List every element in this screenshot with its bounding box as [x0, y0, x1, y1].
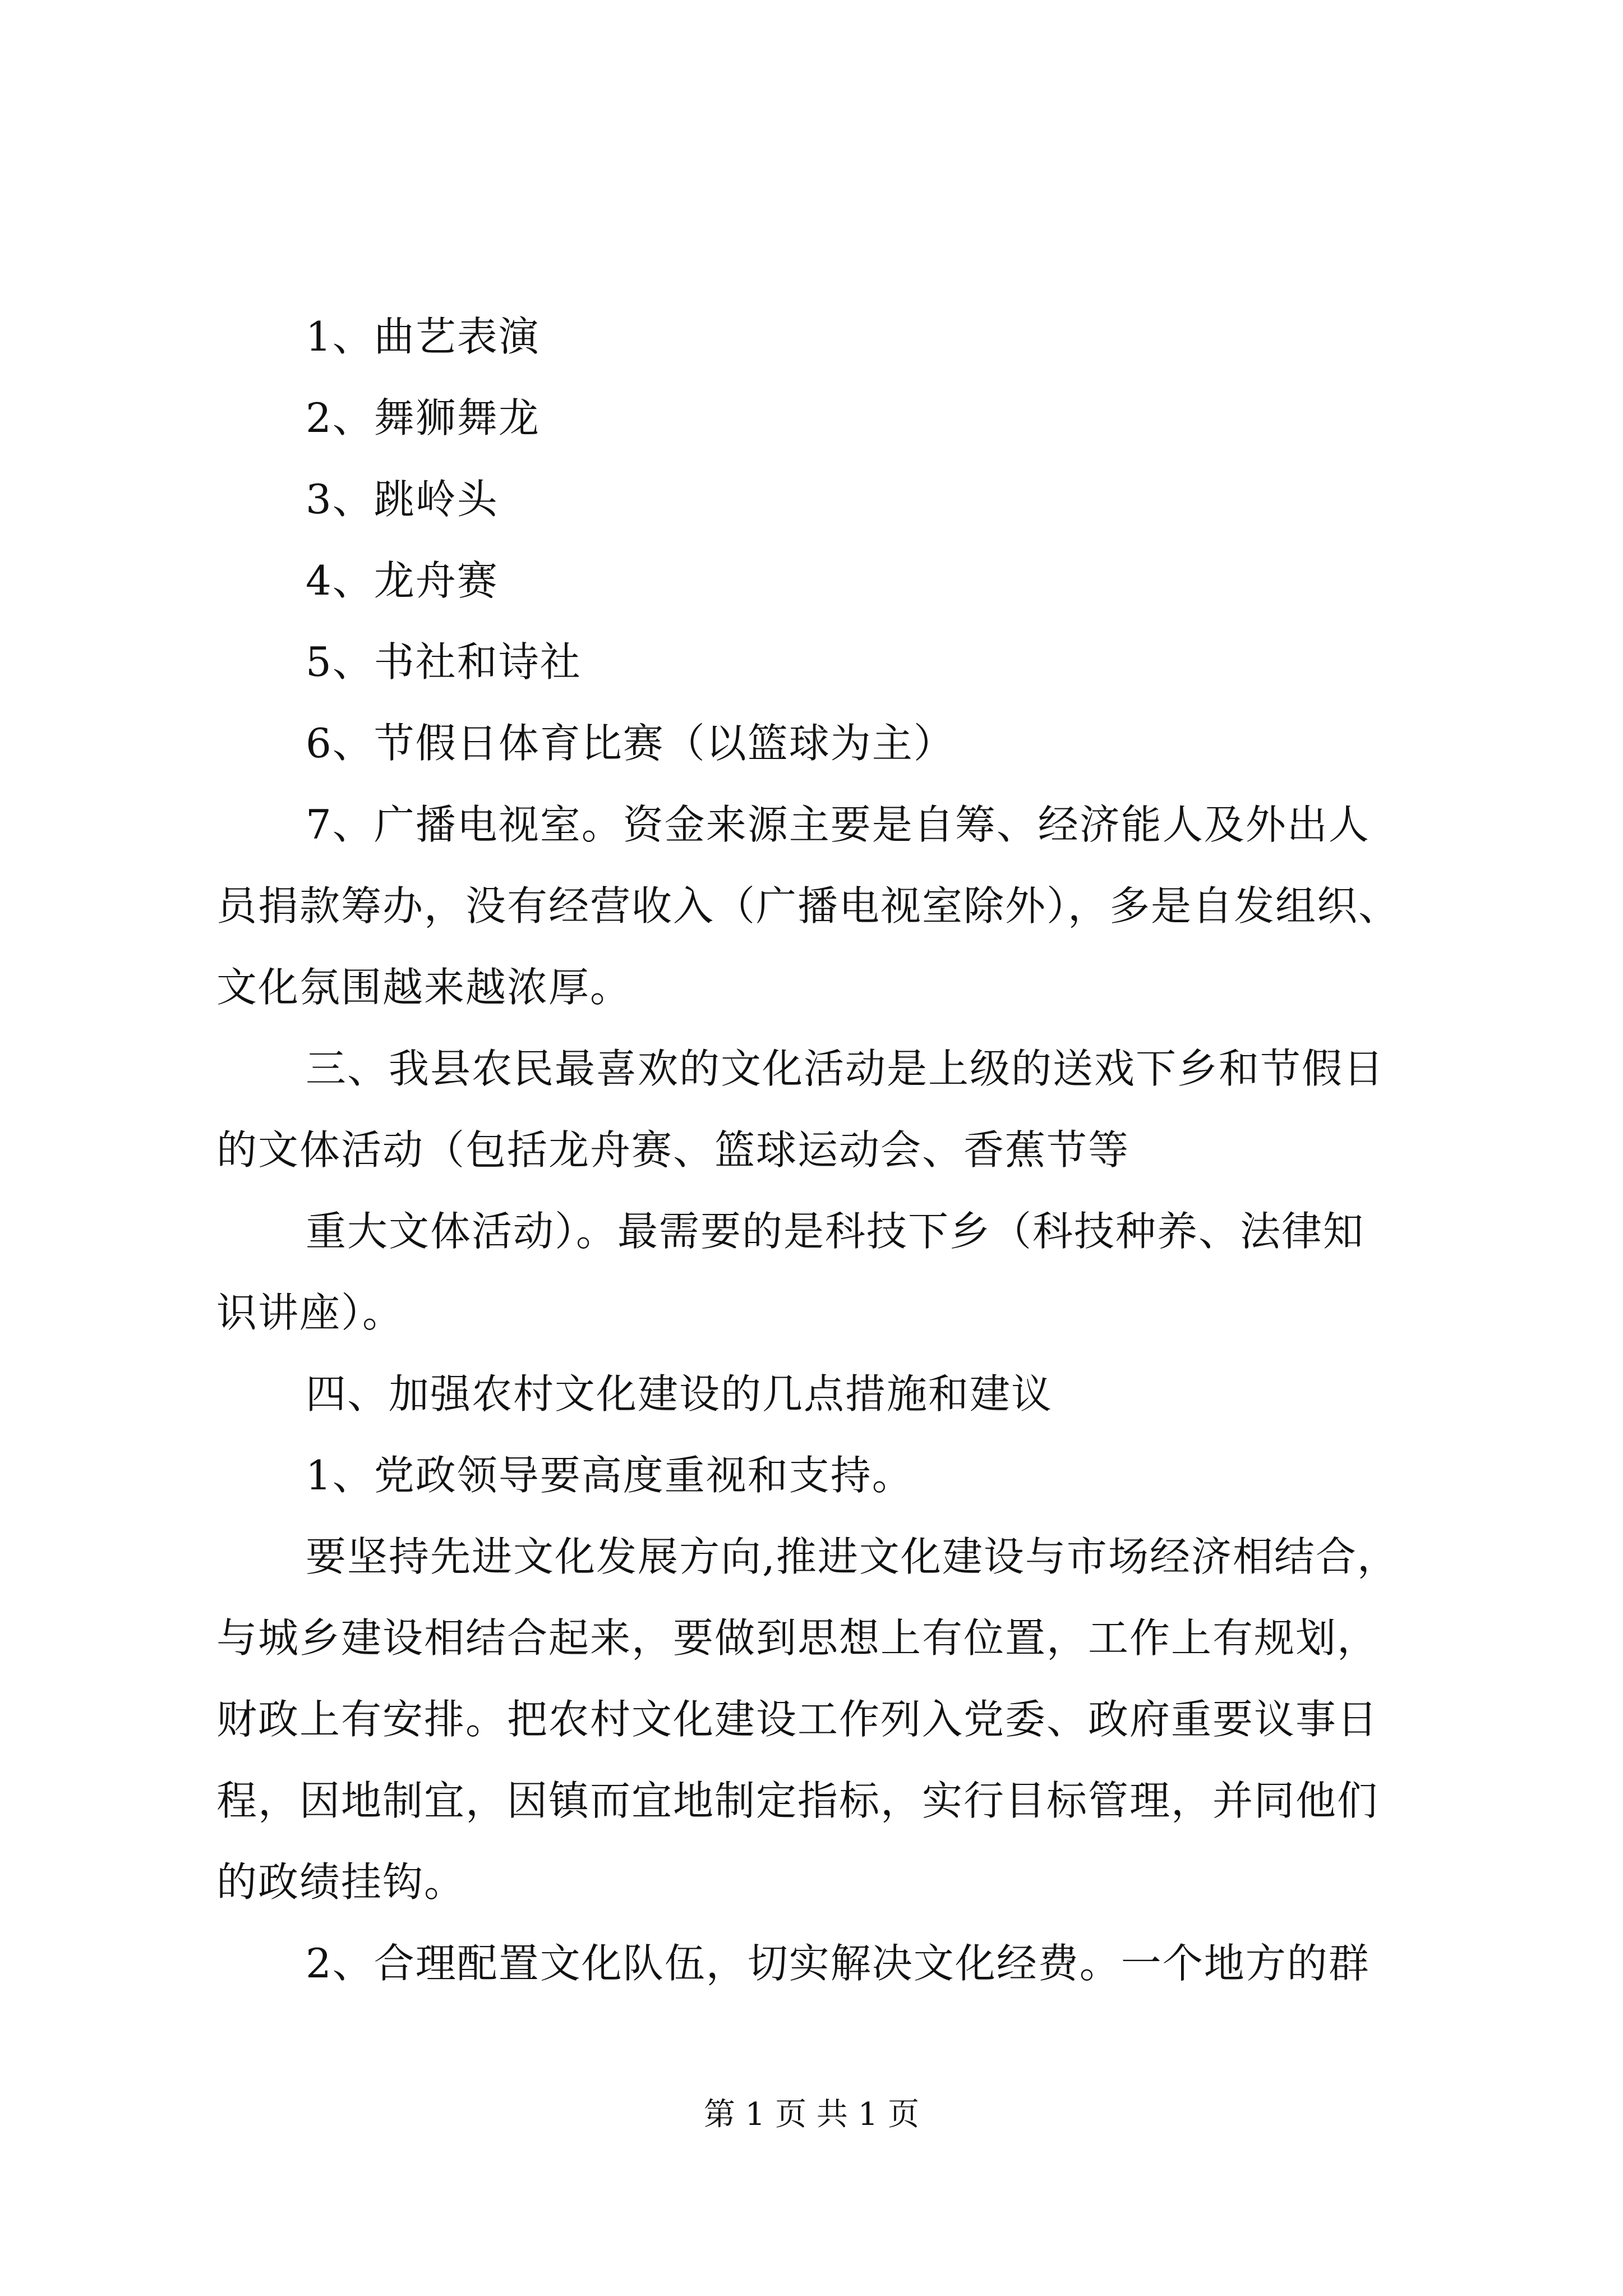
- paragraph-line: 的政绩挂钩。: [216, 1858, 466, 1906]
- page-number-footer: 第 1 页 共 1 页: [703, 2096, 920, 2133]
- list-item-3: 3、跳岭头: [306, 476, 499, 523]
- paragraph-line: 的文体活动（包括龙舟赛、篮球运动会、香蕉节等: [216, 1126, 1130, 1174]
- subheading-1: 1、党政领导要高度重视和支持。: [306, 1452, 914, 1499]
- paragraph-line: 识讲座）。: [216, 1289, 404, 1336]
- section-heading-4: 四、加强农村文化建设的几点措施和建议: [306, 1370, 1053, 1418]
- paragraph-line: 要坚持先进文化发展方向,推进文化建设与市场经济相结合，: [306, 1533, 1399, 1580]
- paragraph-line: 与城乡建设相结合起来，要做到思想上有位置，工作上有规划，: [216, 1614, 1379, 1662]
- list-item-7: 7、广播电视室。资金来源主要是自筹、经济能人及外出人: [306, 801, 1370, 848]
- list-item-2: 2、舞狮舞龙: [306, 394, 540, 441]
- list-item-4: 4、龙舟赛: [306, 557, 499, 604]
- paragraph-line: 重大文体活动）。最需要的是科技下乡（科技种养、法律知: [306, 1208, 1365, 1255]
- list-item-1: 1、曲艺表演: [306, 313, 540, 360]
- list-item-6: 6、节假日体育比赛（以篮球为主）: [306, 720, 955, 767]
- subheading-2: 2、合理配置文化队伍，切实解决文化经费。一个地方的群: [306, 1940, 1370, 1987]
- paragraph-line: 程，因地制宜，因镇而宜地制定指标，实行目标管理，并同他们: [216, 1777, 1379, 1824]
- paragraph-line: 员捐款筹办，没有经营收入（广播电视室除外），多是自发组织、: [216, 882, 1400, 930]
- paragraph-line: 文化氛围越来越浓厚。: [216, 964, 632, 1011]
- paragraph-line: 财政上有安排。把农村文化建设工作列入党委、政府重要议事日: [216, 1696, 1379, 1743]
- section-heading-3: 三、我县农民最喜欢的文化活动是上级的送戏下乡和节假日: [306, 1045, 1385, 1092]
- list-item-5: 5、书社和诗社: [306, 638, 582, 685]
